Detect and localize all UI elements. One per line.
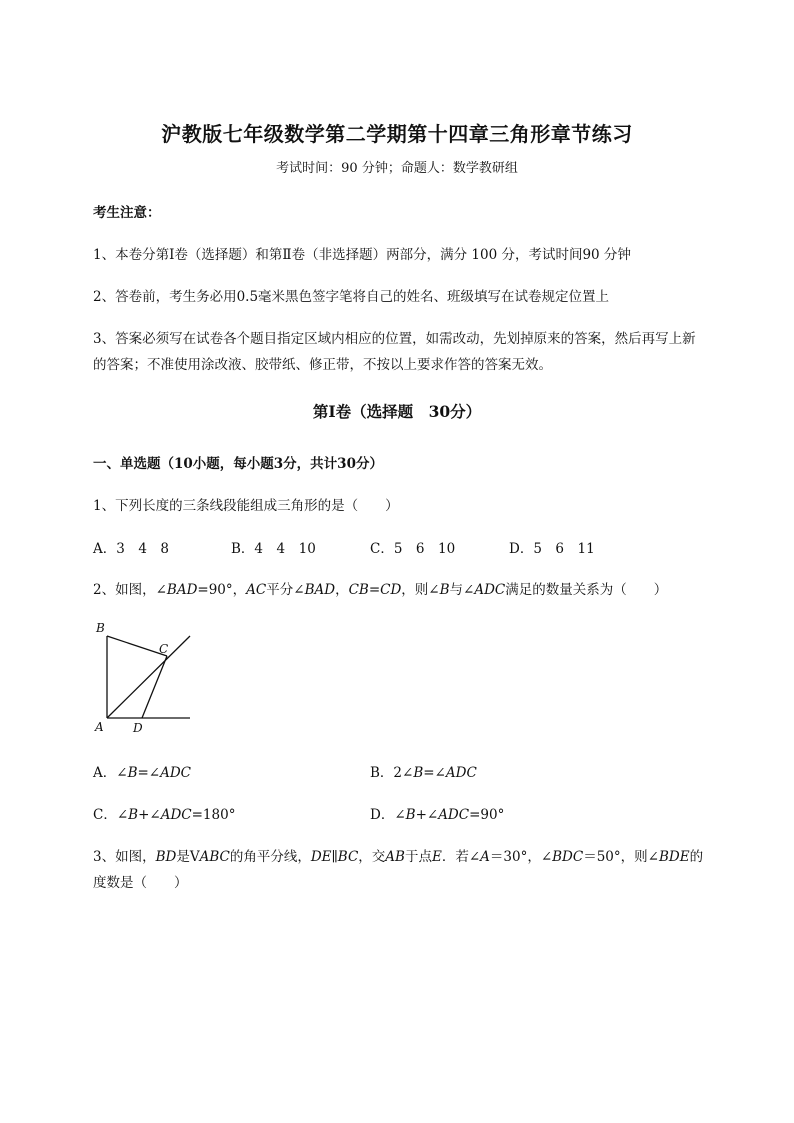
- question-2-option-a: A．∠B=∠ADC: [93, 765, 192, 781]
- question-2-option-c: C．∠B+∠ADC=180°: [93, 807, 236, 823]
- label-a: A: [95, 720, 104, 734]
- question-2-option-b: B．2∠B=∠ADC: [370, 765, 477, 781]
- notice-item-3: 3、答案必须写在试卷各个题目指定区域内相应的位置，如需改动，先划掉原来的答案，然后再写上新: [93, 331, 696, 347]
- label-b: B: [96, 621, 105, 635]
- notice-item-3-continued: 的答案；不准使用涂改液、胶带纸、修正带，不按以上要求作答的答案无效。: [93, 357, 552, 373]
- label-d: D: [133, 721, 143, 735]
- page-title: 沪教版七年级数学第二学期第十四章三角形章节练习: [161, 122, 633, 146]
- geometry-figure: [92, 618, 202, 743]
- segment-cd: [142, 656, 167, 718]
- question-1-stem: 1、下列长度的三条线段能组成三角形的是（ ）: [93, 498, 399, 514]
- label-c: C: [159, 642, 169, 656]
- question-3-stem: 3、如图，BD是VABC的角平分线，DE∥BC，交AB于点E．若∠A＝30°，∠BDC＝50°，则∠BDE的: [93, 849, 704, 865]
- section-title: 第Ⅰ卷（选择题 30分）: [312, 402, 482, 421]
- notice-item-2: 2、答卷前，考生务必用0.5毫米黑色签字笔将自己的姓名、班级填写在试卷规定位置上: [93, 289, 610, 305]
- question-1-option-b: B．4 4 10: [231, 541, 316, 557]
- bisector-ac: [107, 636, 190, 718]
- question-1-option-d: D．5 6 11: [509, 541, 595, 557]
- question-1-option-c: C．5 6 10: [370, 541, 456, 557]
- notice-heading: 考生注意：: [93, 205, 161, 221]
- segment-bc: [107, 636, 167, 656]
- question-2-option-d: D．∠B+∠ADC=90°: [370, 807, 505, 823]
- question-3-stem-continued: 度数是（ ）: [93, 875, 188, 891]
- notice-item-1: 1、本卷分第Ⅰ卷（选择题）和第Ⅱ卷（非选择题）两部分，满分 100 分，考试时间90 分钟: [93, 247, 631, 263]
- exam-subtitle: 考试时间：90 分钟；命题人：数学教研组: [276, 161, 518, 176]
- part-heading: 一、单选题（10小题，每小题3分，共计30分）: [93, 456, 383, 472]
- question-2-stem: 2、如图，∠BAD=90°，AC平分∠BAD，CB=CD，则∠B与∠ADC满足的数量关系为（ ）: [93, 582, 668, 598]
- question-1-option-a: A．3 4 8: [93, 541, 170, 557]
